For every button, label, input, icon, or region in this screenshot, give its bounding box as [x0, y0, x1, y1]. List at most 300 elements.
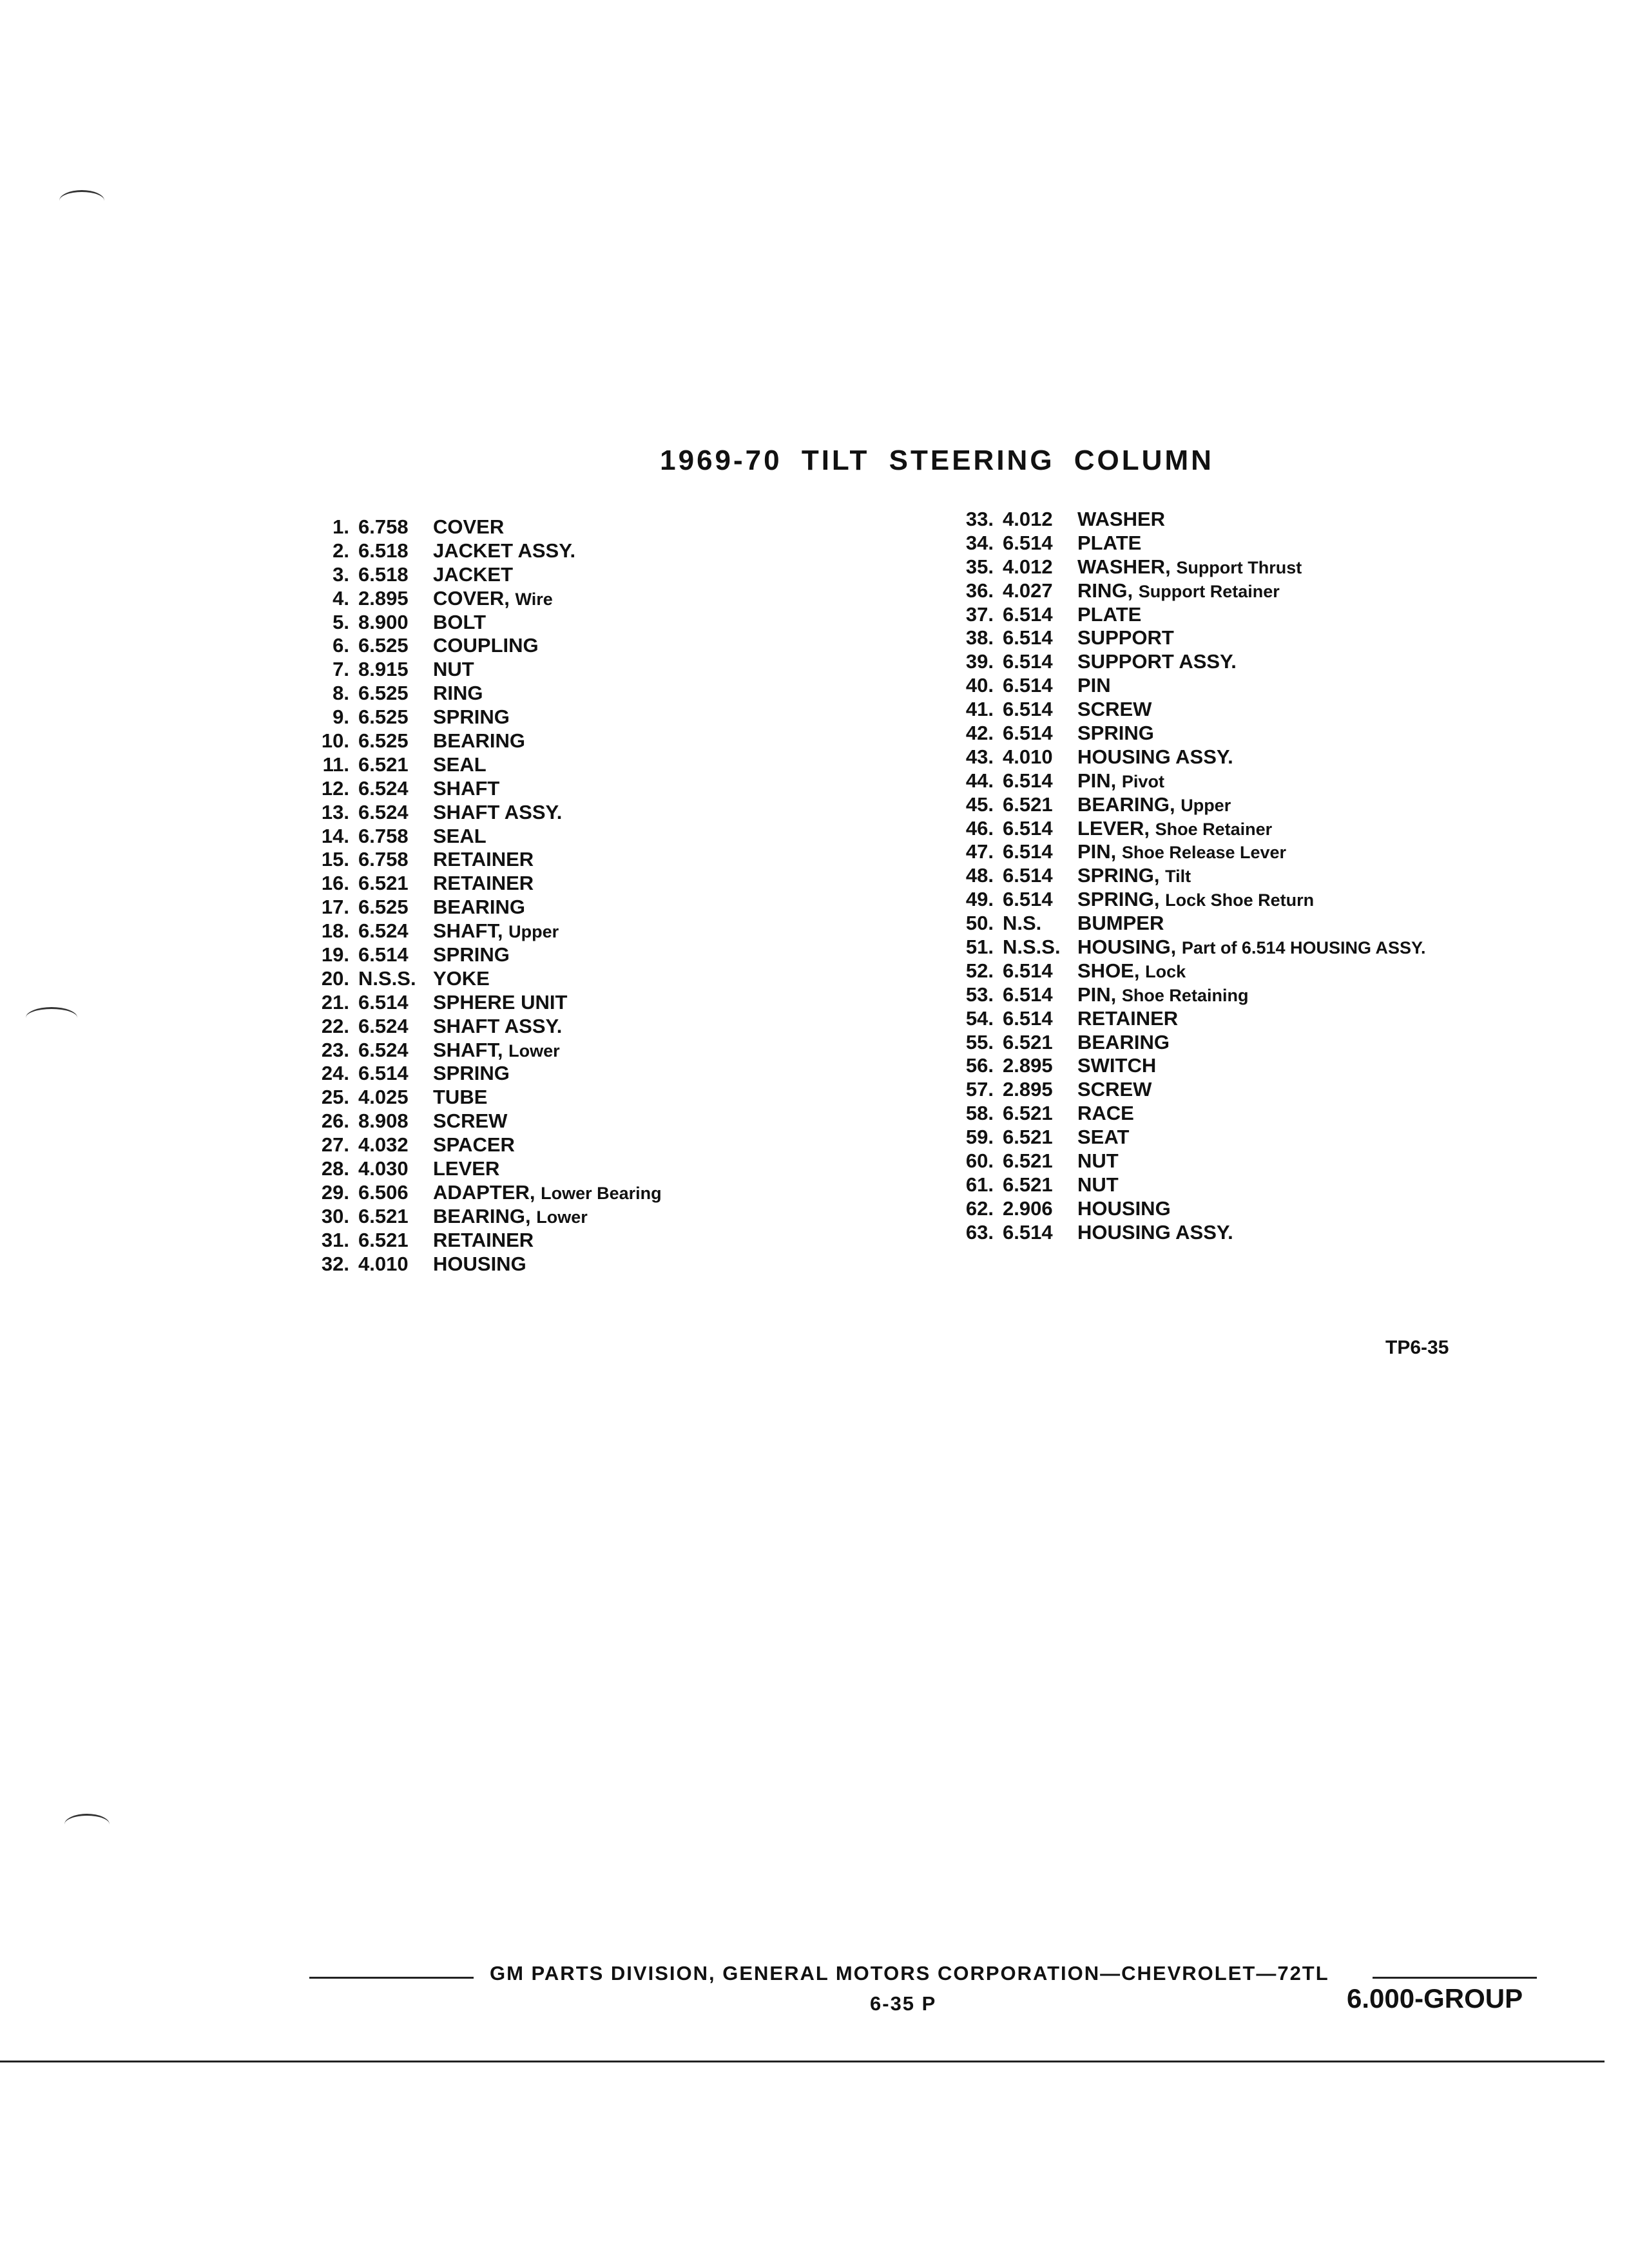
part-number: 43.: [965, 745, 994, 768]
part-name-text: SCREW: [1077, 1078, 1152, 1101]
part-detail: Tilt: [1165, 867, 1191, 887]
part-group: 6.514: [1003, 722, 1053, 745]
part-name: [1075, 983, 1248, 1006]
part-name: [430, 848, 534, 871]
part-name-text: BOLT: [433, 610, 487, 633]
part-name: [430, 1039, 560, 1062]
part-group: 4.010: [1003, 745, 1053, 768]
part-name: [1075, 603, 1141, 626]
part-group: N.S.S.: [358, 966, 416, 990]
part-row: [303, 1133, 662, 1157]
part-name: [430, 1133, 515, 1157]
part-group: 6.524: [358, 1014, 409, 1037]
part-group: 6.506: [358, 1180, 409, 1204]
part-name: [430, 563, 513, 586]
part-row: [947, 1173, 1426, 1197]
part-number: 17.: [321, 896, 349, 919]
part-name: [1075, 1078, 1152, 1101]
part-group: 2.906: [1003, 1196, 1053, 1220]
part-name-text: YOKE: [433, 966, 490, 990]
part-number: 40.: [965, 674, 994, 697]
part-group: 6.514: [1003, 650, 1053, 673]
part-row: [947, 674, 1426, 698]
part-number: 61.: [965, 1173, 994, 1196]
part-group: 6.758: [358, 515, 409, 538]
part-number: 35.: [965, 555, 994, 578]
part-number: 3.: [333, 562, 349, 586]
part-row: [303, 896, 662, 919]
part-row: [947, 983, 1426, 1007]
part-group: 6.514: [1003, 816, 1053, 840]
part-name: [1075, 555, 1302, 579]
part-row: [947, 722, 1426, 745]
part-row: [947, 745, 1426, 769]
part-name: [430, 706, 510, 729]
part-number: 50.: [965, 912, 994, 935]
part-row: [303, 1015, 662, 1039]
part-name: [1075, 1054, 1156, 1077]
part-detail: Upper: [1181, 795, 1231, 815]
part-name: [430, 1110, 507, 1133]
part-group: 6.521: [358, 872, 409, 895]
part-name: [430, 967, 490, 990]
part-name-text: LEVER,: [1077, 816, 1150, 840]
part-group: 8.915: [358, 658, 409, 681]
part-detail: Support Thrust: [1176, 557, 1302, 577]
part-row: [947, 1007, 1426, 1031]
part-row: [303, 682, 662, 706]
part-number: 24.: [321, 1062, 349, 1085]
part-row: [303, 587, 662, 611]
part-row: [947, 603, 1426, 627]
part-number: 29.: [321, 1180, 349, 1204]
part-name-text: COVER,: [433, 586, 510, 610]
part-name-text: SPACER: [433, 1133, 515, 1157]
part-group: 6.524: [358, 919, 409, 943]
part-name-text: PLATE: [1077, 531, 1142, 554]
part-row: [303, 563, 662, 587]
part-row: [947, 626, 1426, 650]
part-group: 6.525: [358, 682, 409, 705]
part-row: [303, 729, 662, 753]
part-name: [1075, 579, 1280, 602]
part-number: 55.: [965, 1030, 994, 1053]
part-detail: Shoe Release Lever: [1121, 843, 1287, 863]
part-name-text: BEARING,: [1077, 793, 1175, 816]
part-name: [430, 611, 486, 634]
part-row: [303, 753, 662, 777]
part-group: 8.900: [358, 610, 409, 633]
part-name-text: SUPPORT ASSY.: [1077, 650, 1237, 673]
part-group: 6.514: [1003, 531, 1053, 554]
part-group: 6.524: [358, 776, 409, 800]
part-group: 6.514: [1003, 840, 1053, 863]
part-group: 6.521: [1003, 793, 1053, 816]
part-number: 11.: [322, 753, 349, 776]
part-group: 6.514: [358, 1062, 409, 1085]
part-group: 4.012: [1003, 555, 1053, 578]
part-group: 6.521: [1003, 1173, 1053, 1196]
part-name: [430, 1205, 588, 1228]
part-row: [947, 532, 1426, 555]
part-row: [303, 872, 662, 896]
part-name-text: SHAFT: [433, 776, 500, 800]
group-label: 6.000-GROUP: [1347, 1983, 1523, 2013]
part-name: [430, 991, 567, 1014]
part-name: [430, 1086, 487, 1109]
part-row: [303, 1086, 662, 1110]
part-number: 39.: [965, 650, 994, 673]
part-row: [947, 936, 1426, 959]
part-name: [430, 872, 534, 895]
part-name-text: SPRING,: [1077, 864, 1160, 887]
part-row: [303, 611, 662, 635]
part-name: [1075, 508, 1165, 531]
part-row: [947, 1197, 1426, 1221]
part-number: 7.: [333, 658, 349, 681]
part-name: [1075, 936, 1426, 959]
part-name-text: SPRING: [433, 1062, 510, 1085]
part-name-text: JACKET: [433, 562, 514, 586]
part-name-text: SWITCH: [1077, 1054, 1157, 1077]
part-row: [947, 508, 1426, 532]
part-group: 4.027: [1003, 579, 1053, 602]
part-name: [1075, 698, 1152, 721]
part-name: [430, 729, 525, 753]
part-name: [430, 1181, 662, 1204]
part-number: 57.: [965, 1078, 994, 1101]
part-name-text: SCREW: [433, 1110, 508, 1133]
part-row: [947, 888, 1426, 912]
part-number: 58.: [965, 1102, 994, 1125]
part-name-text: SPRING: [433, 943, 510, 966]
part-name-text: SEAL: [433, 753, 487, 776]
part-group: 6.521: [1003, 1149, 1053, 1173]
part-name: [430, 825, 487, 848]
part-name: [430, 1157, 499, 1180]
part-row: [947, 840, 1426, 864]
part-number: 37.: [965, 602, 994, 626]
part-group: 4.032: [358, 1133, 409, 1157]
part-row: [303, 801, 662, 825]
part-name-text: RING: [433, 682, 483, 705]
part-name: [430, 1015, 562, 1038]
part-group: 6.514: [1003, 888, 1053, 911]
part-name-text: SPHERE UNIT: [433, 990, 568, 1014]
part-name: [1075, 1221, 1233, 1244]
part-number: 44.: [965, 769, 994, 792]
part-number: 48.: [965, 864, 994, 887]
part-group: 6.758: [358, 848, 409, 871]
part-name-text: HOUSING: [433, 1252, 526, 1275]
punch-mark-middle: [26, 1007, 77, 1028]
part-detail: Shoe Retainer: [1155, 819, 1273, 839]
part-detail: Lower: [508, 1041, 560, 1061]
part-name-text: NUT: [1077, 1173, 1119, 1196]
part-row: [303, 825, 662, 849]
part-name-text: SHAFT ASSY.: [433, 800, 563, 823]
part-row: [947, 912, 1426, 936]
part-name: [430, 658, 474, 681]
part-row: [947, 817, 1426, 841]
part-name: [1075, 1031, 1170, 1054]
part-number: 56.: [965, 1054, 994, 1077]
part-number: 30.: [321, 1204, 349, 1227]
part-group: 6.518: [358, 539, 409, 562]
part-row: [303, 658, 662, 682]
part-name: [430, 515, 504, 539]
part-number: 25.: [321, 1086, 349, 1109]
part-number: 10.: [321, 729, 349, 753]
part-name: [1075, 722, 1154, 745]
part-group: 2.895: [1003, 1054, 1053, 1077]
part-number: 32.: [321, 1252, 349, 1275]
part-row: [947, 1149, 1426, 1173]
part-name-text: PIN,: [1077, 983, 1117, 1006]
part-detail: Lock Shoe Return: [1165, 890, 1315, 910]
part-group: 6.514: [1003, 959, 1053, 982]
part-row: [303, 1253, 662, 1276]
footer-rule-right: [1373, 1977, 1537, 1979]
part-name-text: SEAL: [433, 824, 487, 847]
part-name: [1075, 1126, 1129, 1149]
part-number: 59.: [965, 1126, 994, 1149]
part-number: 12.: [321, 776, 349, 800]
part-number: 15.: [321, 848, 349, 871]
part-group: 6.521: [1003, 1030, 1053, 1053]
part-name: [1075, 888, 1314, 911]
part-name-text: HOUSING ASSY.: [1077, 745, 1233, 768]
part-number: 4.: [333, 586, 349, 610]
part-name-text: RING,: [1077, 579, 1133, 602]
footer-rule-left: [309, 1977, 474, 1979]
part-group: 4.025: [358, 1086, 409, 1109]
part-number: 21.: [321, 990, 349, 1014]
part-name-text: BEARING: [433, 729, 525, 753]
part-row: [303, 1205, 662, 1229]
part-number: 62.: [965, 1196, 994, 1220]
part-row: [947, 864, 1426, 888]
part-name-text: COUPLING: [433, 634, 539, 657]
part-number: 52.: [965, 959, 994, 982]
part-name-text: BEARING,: [433, 1204, 531, 1227]
part-group: 6.518: [358, 562, 409, 586]
part-row: [947, 959, 1426, 983]
part-row: [303, 706, 662, 729]
part-name: [1075, 864, 1191, 887]
part-name: [430, 1229, 534, 1252]
part-number: 19.: [321, 943, 349, 966]
part-name: [1075, 1149, 1119, 1173]
part-number: 26.: [321, 1110, 349, 1133]
part-detail: Shoe Retaining: [1121, 985, 1249, 1005]
part-number: 18.: [321, 919, 349, 943]
part-number: 5.: [333, 610, 349, 633]
part-number: 16.: [321, 872, 349, 895]
punch-mark-bottom: [64, 1814, 110, 1835]
part-row: [303, 1181, 662, 1205]
part-group: 6.514: [1003, 674, 1053, 697]
part-number: 28.: [321, 1157, 349, 1180]
part-row: [303, 943, 662, 967]
part-row: [947, 769, 1426, 793]
part-group: 6.521: [358, 753, 409, 776]
part-name-text: SCREW: [1077, 698, 1152, 721]
part-number: 13.: [321, 800, 349, 823]
part-name-text: PIN,: [1077, 840, 1117, 863]
part-number: 14.: [321, 824, 349, 847]
part-name-text: RETAINER: [433, 872, 534, 895]
part-detail: Part of 6.514 HOUSING ASSY.: [1181, 938, 1426, 958]
part-name-text: RETAINER: [433, 1228, 534, 1251]
part-row: [947, 1078, 1426, 1102]
part-group: 6.521: [358, 1228, 409, 1251]
part-name: [1075, 745, 1233, 769]
part-group: N.S.S.: [1003, 936, 1061, 959]
part-name-text: BUMPER: [1077, 912, 1164, 935]
part-number: 49.: [965, 888, 994, 911]
part-group: N.S.: [1003, 912, 1042, 935]
part-group: 4.010: [358, 1252, 409, 1275]
part-name: [1075, 532, 1141, 555]
footer-publisher: GM PARTS DIVISION, GENERAL MOTORS CORPORATION—CHEVROLET—72TL: [490, 1962, 1329, 1984]
part-name-text: SPRING: [1077, 722, 1154, 745]
part-row: [303, 991, 662, 1015]
part-group: 6.514: [1003, 864, 1053, 887]
part-name-text: COVER: [433, 515, 505, 538]
part-name: [430, 896, 525, 919]
part-number: 54.: [965, 1006, 994, 1030]
part-name: [430, 919, 559, 943]
part-row: [303, 1039, 662, 1062]
part-number: 41.: [965, 698, 994, 721]
part-number: 9.: [333, 706, 349, 729]
part-group: 6.758: [358, 824, 409, 847]
part-row: [947, 650, 1426, 674]
part-name: [1075, 912, 1164, 935]
part-row: [947, 1126, 1426, 1149]
part-detail: Wire: [515, 589, 553, 609]
part-number: 20.: [321, 966, 349, 990]
part-name-text: SHOE,: [1077, 959, 1140, 982]
part-name-text: SHAFT,: [433, 919, 503, 943]
part-row: [947, 1054, 1426, 1078]
part-row: [303, 539, 662, 563]
part-name-text: SPRING: [433, 706, 510, 729]
part-name-text: RETAINER: [1077, 1006, 1179, 1030]
part-number: 6.: [333, 634, 349, 657]
part-number: 27.: [321, 1133, 349, 1157]
part-number: 38.: [965, 626, 994, 649]
part-row: [303, 634, 662, 658]
part-name-text: HOUSING,: [1077, 936, 1177, 959]
part-row: [947, 1221, 1426, 1245]
part-group: 6.525: [358, 896, 409, 919]
part-name: [1075, 769, 1164, 793]
part-name-text: SHAFT,: [433, 1038, 503, 1061]
part-row: [303, 515, 662, 539]
part-name-text: LEVER: [433, 1157, 500, 1180]
part-group: 6.525: [358, 729, 409, 753]
part-name-text: WASHER: [1077, 508, 1166, 530]
part-detail: Lower: [536, 1207, 588, 1227]
part-name: [1075, 959, 1186, 983]
parts-list-right: [947, 508, 1426, 1245]
part-row: [303, 1062, 662, 1086]
part-name-text: RACE: [1077, 1102, 1134, 1125]
part-name: [1075, 1007, 1178, 1030]
part-group: 6.514: [1003, 602, 1053, 626]
part-group: 4.012: [1003, 508, 1053, 530]
part-name-text: SEAT: [1077, 1126, 1130, 1149]
part-group: 2.895: [1003, 1078, 1053, 1101]
part-group: 6.514: [1003, 698, 1053, 721]
part-row: [303, 1110, 662, 1133]
part-group: 6.514: [1003, 1220, 1053, 1244]
part-name: [1075, 1173, 1119, 1196]
part-number: 46.: [965, 816, 994, 840]
part-group: 8.908: [358, 1110, 409, 1133]
part-group: 6.514: [358, 990, 409, 1014]
part-detail: Lock: [1145, 961, 1186, 981]
part-name-text: JACKET ASSY.: [433, 539, 576, 562]
part-number: 2.: [333, 539, 349, 562]
part-row: [303, 777, 662, 801]
part-row: [947, 579, 1426, 603]
part-name: [1075, 793, 1231, 816]
part-name-text: HOUSING ASSY.: [1077, 1220, 1233, 1244]
part-name: [430, 777, 499, 800]
part-name-text: SUPPORT: [1077, 626, 1174, 649]
part-name-text: RETAINER: [433, 848, 534, 871]
part-row: [947, 555, 1426, 579]
part-name: [1075, 817, 1272, 840]
part-name-text: HOUSING: [1077, 1196, 1171, 1220]
part-number: 53.: [965, 983, 994, 1006]
part-name-text: BEARING: [1077, 1030, 1170, 1053]
part-number: 1.: [333, 515, 349, 538]
part-number: 23.: [321, 1038, 349, 1061]
part-number: 47.: [965, 840, 994, 863]
part-name-text: NUT: [1077, 1149, 1119, 1173]
part-group: 6.521: [358, 1204, 409, 1227]
part-name: [430, 753, 487, 776]
part-group: 6.524: [358, 800, 409, 823]
part-number: 45.: [965, 793, 994, 816]
part-group: 6.514: [1003, 983, 1053, 1006]
part-name-text: SPRING,: [1077, 888, 1160, 911]
part-name: [430, 1062, 510, 1085]
part-group: 6.524: [358, 1038, 409, 1061]
part-row: [947, 793, 1426, 817]
part-row: [303, 848, 662, 872]
part-group: 4.030: [358, 1157, 409, 1180]
part-number: 33.: [965, 508, 994, 530]
part-name: [430, 682, 483, 705]
part-row: [303, 1229, 662, 1253]
part-number: 63.: [965, 1220, 994, 1244]
part-detail: Pivot: [1121, 771, 1164, 791]
part-row: [303, 919, 662, 943]
page-title: 1969-70 TILT STEERING COLUMN: [660, 445, 1214, 476]
part-name: [1075, 650, 1237, 673]
part-group: 6.525: [358, 634, 409, 657]
part-number: 60.: [965, 1149, 994, 1173]
part-name: [1075, 674, 1111, 697]
part-name: [1075, 1102, 1134, 1125]
part-row: [947, 1031, 1426, 1055]
part-group: 2.895: [358, 586, 409, 610]
